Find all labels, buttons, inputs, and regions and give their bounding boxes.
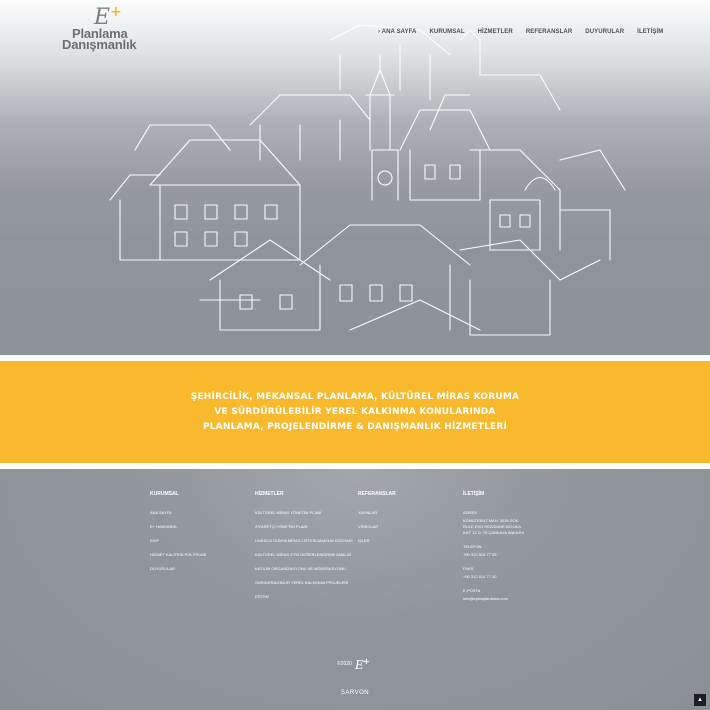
footer-col-title: İLETİŞİM: [463, 491, 485, 497]
footer-col-referanslar: [358, 491, 396, 552]
nav-item-iletisim[interactable]: İLETİŞİM: [637, 29, 664, 35]
email-label: E-POSTA: [463, 588, 481, 593]
footer-link-egitim[interactable]: EĞİTİM: [255, 594, 269, 599]
nav-item-duyurular[interactable]: DUYURULAR: [585, 29, 625, 35]
footer-link-yayinlar[interactable]: YAYINLAR: [358, 510, 378, 515]
footer-link-hizmet-kalitesi[interactable]: HİZMET KALİTESİ POLİTİKASI: [150, 552, 207, 557]
address-line: KAT: 12 D: 76 ÇANKAYA ANKARA: [463, 530, 525, 535]
address-value: [463, 518, 524, 536]
arrow-up-icon: ▲: [697, 697, 703, 703]
scroll-top-button[interactable]: [694, 694, 706, 706]
address-line: KONUTKENT MAH. 3038 SOK.: [463, 518, 520, 523]
footer-col-hizmetler: [255, 491, 353, 608]
fax-value: +90 312 514 77 20: [463, 574, 497, 579]
address-label: ADRES: [463, 510, 477, 515]
fax-label: FAKS: [463, 566, 474, 571]
footer-link-e-hakkinda[interactable]: E+ HAKKINDA: [150, 524, 177, 529]
nav-item-referanslar[interactable]: REFERANSLAR: [525, 29, 573, 35]
nav-item-kurumsal[interactable]: KURUMSAL: [429, 29, 465, 35]
tagline-band: [0, 361, 710, 463]
svg-text:+: +: [110, 4, 122, 20]
footer-link-duyurular[interactable]: DUYURULAR: [150, 566, 175, 571]
copyright: [337, 657, 372, 671]
email-value[interactable]: info@eplusplanlama.com: [463, 596, 508, 601]
footer-link-videolar[interactable]: VİDEOLAR: [358, 524, 379, 529]
footer-link-ana-sayfa[interactable]: ANA SAYFA: [150, 510, 172, 515]
tagline-line-3: PLANLAMA, PROJELENDİRME & DANIŞMANLIK HİZMETLERİ: [202, 421, 508, 432]
footer-col-title: REFERANSLAR: [358, 491, 396, 497]
footer-logo-mark-icon: [354, 657, 372, 671]
footer-link-katilim[interactable]: KATILIM ORGANİZASYONU VE MODERASYONU: [255, 566, 346, 571]
nav-item-hizmetler[interactable]: HİZMETLER: [477, 29, 513, 35]
site-footer: [0, 469, 710, 710]
logo-text-line2: Danışmanlık: [62, 37, 137, 52]
footer-link-kulturel-miras-yonetim[interactable]: KÜLTÜREL MİRAS YÖNETİM PLANI: [255, 510, 322, 515]
site-logo[interactable]: [58, 2, 148, 52]
footer-link-unesco[interactable]: UNESCO DÜNYA MİRAS LİSTESİ ADAYLIK DOSYASI: [255, 538, 353, 543]
logo-text-line1: Planlama: [72, 26, 128, 41]
footer-link-surdurulebilir[interactable]: SÜRDÜRÜLEBİLİR YEREL KALKINMA PROJELERİ: [255, 580, 349, 585]
footer-col-kurumsal: [150, 491, 206, 580]
footer-link-etki-degerlendirme[interactable]: KÜLTÜREL MİRAS ETKİ DEĞERLENDİRME ANALİZİ: [255, 552, 352, 557]
agency-credit[interactable]: SARVON: [340, 690, 370, 696]
phone-value[interactable]: +90 312 514 77 33: [463, 552, 497, 557]
nav-item-ana-sayfa[interactable]: › ANA SAYFA: [378, 29, 416, 35]
copyright-text: ©2020: [337, 661, 352, 667]
footer-link-ziyaretci-yonetim[interactable]: ZİYARETÇİ YÖNETİM PLANI: [255, 524, 308, 529]
footer-col-title: HİZMETLER: [255, 491, 284, 497]
footer-col-title: KURUMSAL: [150, 491, 179, 497]
footer-col-iletisim: [463, 491, 524, 610]
footer-link-isler[interactable]: İŞLER: [358, 538, 370, 543]
tagline-line-1: ŞEHİRCİLİK, MEKANSAL PLANLAMA, KÜLTÜREL MİRAS KORUMA: [190, 391, 520, 402]
svg-text:E: E: [94, 5, 111, 30]
footer-link-ekip[interactable]: EKİP: [150, 538, 160, 543]
svg-text:E: E: [354, 658, 364, 671]
phone-label: TELEFON: [463, 544, 482, 549]
main-nav: [378, 29, 676, 35]
svg-text:+: +: [362, 657, 370, 666]
address-line: RULE EVO REZİDANS NO:16/A: [463, 524, 522, 529]
tagline-line-2: VE SÜRDÜRÜLEBİLİR YEREL KALKINMA KONULARINDA: [214, 406, 496, 417]
